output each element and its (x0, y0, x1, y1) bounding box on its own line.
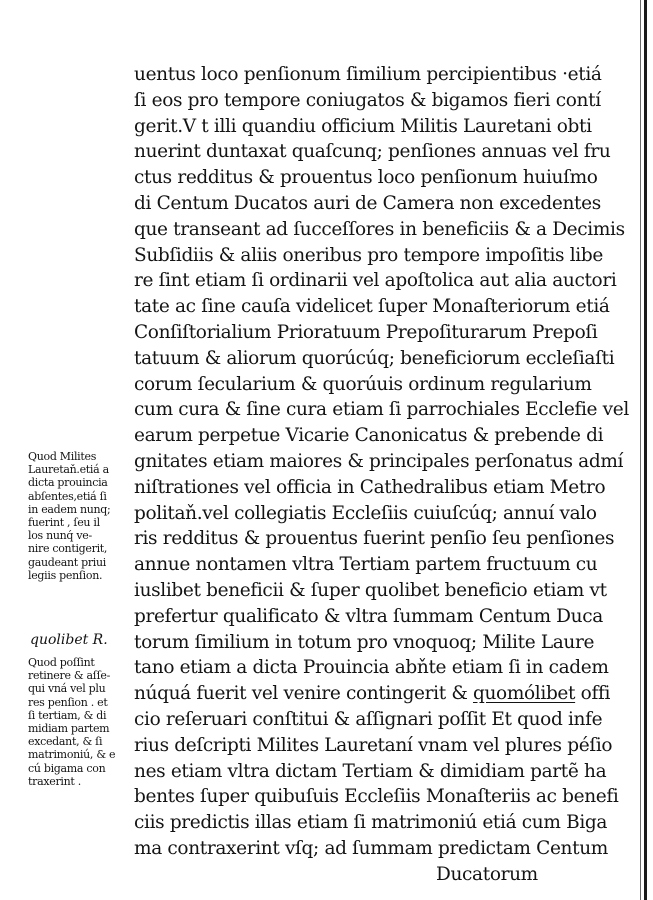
margin-note-line: traxerint . (28, 774, 81, 788)
underlined-word: quomólibet (472, 683, 576, 705)
margin-note-line: los nunq́ ve- (28, 529, 92, 543)
text-line: ris redditus & prouentus fuerint penſio ſeu penſiones (134, 528, 615, 550)
margin-note-line: abſentes,etiá ſi (28, 489, 107, 503)
margin-note-line: dicta prouincia (28, 476, 108, 490)
margin-note-line: in eadem nunq; (28, 502, 111, 516)
text-line: nes etiam vltra dictam Tertiam & dimidiam partẽ ha (134, 760, 607, 782)
main-text-block (134, 62, 629, 888)
text-line: ciis predictis illas etiam ſi matrimoniú etiá cum Biga (134, 812, 608, 834)
margin-note-line: gaudeant priui (28, 555, 107, 569)
margin-note-line: fuerint , ſeu il (28, 516, 100, 530)
text-line: ctus redditus & prouentus loco penſionum huiuſmo (134, 167, 598, 189)
text-line: di Centum Ducatos auri de Camera non excedentes (134, 192, 601, 214)
text-line: corum ſecularium & quorúuis ordinum regularium (134, 373, 592, 395)
margin-note-line: Quod Milites (28, 450, 97, 463)
margin-note-pensions (28, 656, 128, 788)
text-line: bentes ſuper quibuſuis Eccleſiis Monaſteriis ac benefi (134, 786, 619, 808)
page-edge-line (640, 0, 641, 900)
text-line: torum ſimilium in totum pro vnoquoq; Milite Laure (134, 631, 595, 653)
margin-note-line: Quod poſſint (28, 656, 95, 669)
text-line: cio reſeruari conſtitui & aſſignari poſſit Et quod infe (134, 708, 603, 730)
text-line: iuslibet beneficii & ſuper quolibet beneficio etiam vt (134, 579, 607, 601)
text-line: tano etiam a dicta Prouincia abňte etiam ſi in cadem (134, 657, 609, 679)
text-line: Subſidiis & aliis oneribus pro tempore impoſitis libe (134, 244, 603, 266)
margin-note-line: ſi tertiam, & di (28, 708, 107, 722)
text-line: que transeant ad ſucceſſores in beneficiis & a Decimis (134, 218, 625, 240)
text-line: gerit.V t illi quandiu officium Militis Lauretani obti (134, 115, 592, 137)
margin-note-line: legiis penſion. (28, 568, 103, 582)
page-edge-shadow (644, 0, 647, 900)
text-line: Conſiſtorialium Prioratuum Prepoſiturarum Prepoſi (134, 321, 598, 343)
text-line: gnitates etiam maiores & principales perſonatus admí (134, 450, 624, 472)
text-line: cum cura & ſine cura etiam ſi parrochiales Ecclefie vel (134, 399, 629, 421)
text-line: tatuum & aliorum quorúcúq; beneficiorum eccleſiaſti (134, 347, 615, 369)
text-line: uentus loco penſionum ſimilium percipientibus ·etiá (134, 64, 602, 85)
text-line: Ducatorum (436, 863, 538, 885)
text-line: politaň.vel collegiatis Eccleſiis cuiuſcúq; annuí valo (134, 502, 597, 524)
margin-note-line: res penſion . et (28, 695, 108, 709)
text-line: ma contraxerint vſq; ad ſummam predictam Centum (134, 837, 608, 859)
text-line: annue nontamen vltra Tertiam partem fructuum cu (134, 554, 598, 576)
margin-note-line: nire contigerit, (28, 542, 108, 556)
margin-note-line: retinere & aſſe- (28, 669, 110, 683)
text-line: earum perpetue Vicarie Canonicatus & prebende di (134, 425, 604, 447)
margin-note-line: qui vná vel plu (28, 682, 106, 696)
margin-note-heading: quolibet R. (30, 632, 108, 648)
margin-note-line: Lauretaň.etiá a (28, 463, 109, 477)
margin-note-line: midiam partem (28, 722, 110, 736)
text-line: rius deſcripti Milites Lauretaní vnam vel plures péſio (134, 734, 613, 756)
text-line: ſi eos pro tempore coniugatos & bigamos fieri contí (134, 89, 601, 111)
text-line: tate ac ſine cauſa videlicet ſuper Monaſteriorum etiá (134, 296, 610, 318)
text-line: re ſint etiam ſi ordinarii vel apoſtolica aut alia auctori (134, 270, 617, 292)
margin-note-line: cú bigama con (28, 761, 106, 775)
text-line: núquá fuerit vel venire contingerit & quomólibet offi (134, 683, 611, 705)
margin-note-privileges (28, 450, 128, 582)
margin-note-line: excedant, & ſi (28, 735, 103, 749)
text-line: prefertur qualificato & vltra ſummam Centum Duca (134, 605, 603, 627)
margin-note-line: matrimoniú, & e (28, 748, 116, 762)
text-line: niſtrationes vel officia in Cathedralibus etiam Metro (134, 476, 606, 498)
text-line: nuerint duntaxat quaſcunq; penſiones annuas vel fru (134, 141, 611, 163)
